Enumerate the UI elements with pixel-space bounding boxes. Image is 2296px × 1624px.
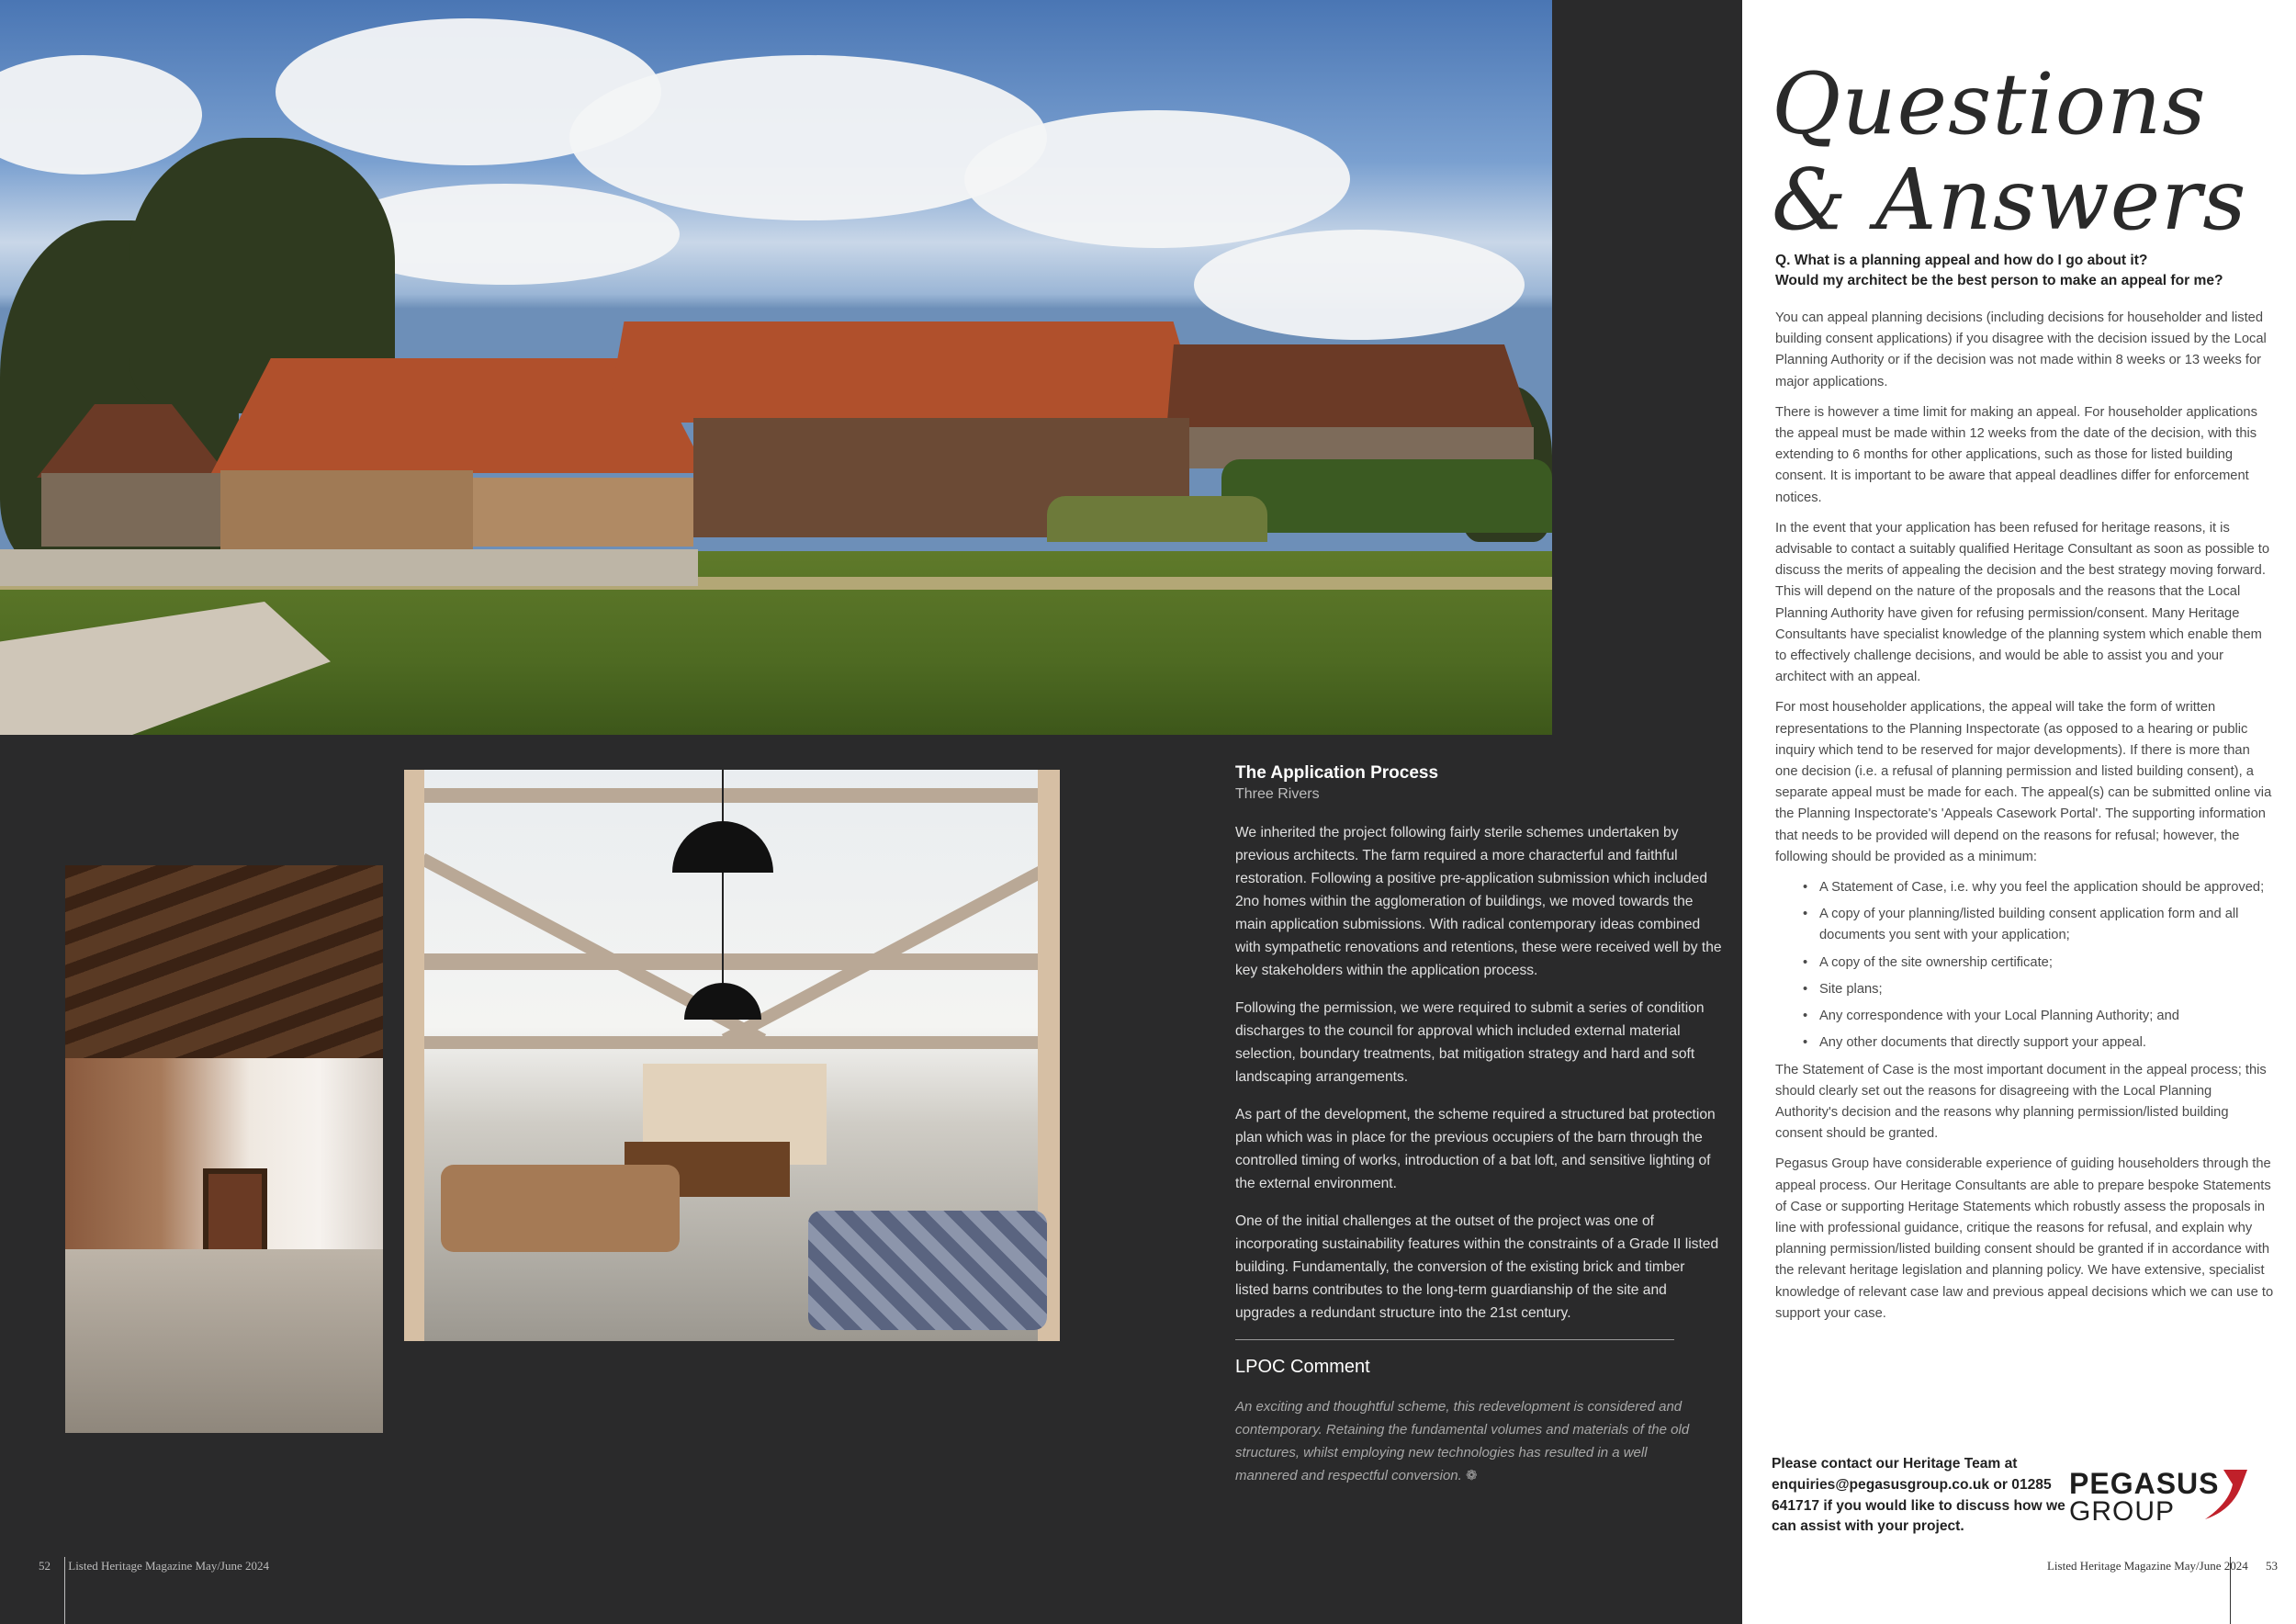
qa-question bbox=[1775, 251, 2290, 291]
contact-text: Please contact our Heritage Team at enquiries@pegasusgroup.co.uk or 01285 641717 if you would like to discuss how we can assist with your project. bbox=[1772, 1456, 2065, 1535]
living-room-interior-photo bbox=[404, 770, 1060, 1341]
qa-question-line1: Q. What is a planning appeal and how do I go about it? bbox=[1775, 253, 2148, 268]
magazine-title: Listed Heritage Magazine May/June 2024 bbox=[68, 1559, 270, 1573]
qa-heading-line2: & Answers bbox=[1772, 151, 2247, 249]
logo-text-line1: PEGASUS bbox=[2069, 1467, 2220, 1500]
lpoc-quote bbox=[1235, 1395, 1694, 1487]
answer-paragraph: Pegasus Group have considerable experience of guiding householders through the appeal process. Our Heritage Consultants are able to prepare bespoke Statements of Case or supporting Heritage Statements which robustly assess the proposals in line with professional guidance, critique the reasons for refusal, and explain why planning permission/listed building consent should be granted if in accordance with the relevant heritage legislation and planning policy. We have extensive, specialist knowledge of relevant case law and previous appeal decisions which we can use to support your case. bbox=[1775, 1156, 2274, 1321]
answer-paragraph: There is however a time limit for making an appeal. For householder applications the appeal must be made within 12 weeks from the date of the decision, with this extending to 6 months for other applications, such as those for listed building consent. It is important to be aware that appeal deadlines differ for enforcement notices. bbox=[1775, 404, 2257, 505]
article-title: The Application Process bbox=[1235, 763, 1439, 783]
end-mark-icon: ❁ bbox=[1465, 1468, 1478, 1483]
list-item: • A copy of the site ownership certificate; bbox=[1803, 953, 2276, 974]
magazine-title: Listed Heritage Magazine May/June 2024 bbox=[2046, 1559, 2248, 1573]
page-number: 53 bbox=[2266, 1559, 2278, 1573]
answer-paragraph: In the event that your application has been refused for heritage reasons, it is advisable to contact a suitably qualified Heritage Consultant as soon as possible to discuss the merits of appealing the decision and the best strategy moving forward. This will depend on the nature of the proposals and the reasons that the Local Planning Authority have given for refusing permission/consent. Many Heritage Consultants have specialist knowledge of the planning system which enable them to effectively challenge decisions, and would be able to assist you and your architect with an appeal. bbox=[1775, 520, 2270, 685]
minimum-documents-list bbox=[1803, 877, 2276, 1054]
article-paragraph: We inherited the project following fairly sterile schemes undertaken by previous architects. The farm required a more characterful and faithful restoration. Following a positive pre-application submission which included 2no homes within the agglomeration of buildings, we moved towards the main application submissions. With radical contemporary ideas combined with sympathetic renovations and retentions, these were received well by the key stakeholders within the application process. bbox=[1235, 825, 1722, 978]
folio-left bbox=[39, 1559, 269, 1573]
lpoc-quote-text: An exciting and thoughtful scheme, this redevelopment is considered and contemporary. Retaining the fundamental volumes and materials of the old structures, whilst employing new technologies has resulted in a well mannered and respectful conversion. bbox=[1235, 1399, 1690, 1483]
section-divider bbox=[1235, 1339, 1674, 1340]
article-paragraph: As part of the development, the scheme required a structured bat protection plan which was in place for the previous occupiers of the barn through the controlled timing of works, introduction of a bat loft, and sensitive lighting of the external environment. bbox=[1235, 1107, 1716, 1191]
qa-heading bbox=[1772, 57, 2246, 248]
qa-answer-body bbox=[1775, 308, 2276, 1334]
list-item: • Site plans; bbox=[1803, 979, 2276, 1000]
pegasus-group-logo bbox=[2069, 1468, 2253, 1532]
qa-heading-line1: Questions bbox=[1772, 55, 2207, 153]
list-item: • A Statement of Case, i.e. why you feel the application should be approved; bbox=[1803, 877, 2276, 898]
answer-paragraph: The Statement of Case is the most important document in the appeal process; this should clearly set out the reasons for disagreeing with the Local Planning Authority's decision and the reasons why planning permission/listed building consent should be granted. bbox=[1775, 1062, 2267, 1142]
answer-paragraph: You can appeal planning decisions (including decisions for householder and listed building consent applications) if you disagree with the decision issued by the Local Planning Authority or if the decision was not made within 8 weeks or 13 weeks for major applications. bbox=[1775, 310, 2267, 389]
barn-exterior-photo bbox=[0, 0, 1552, 735]
answer-paragraph: For most householder applications, the appeal will take the form of written representations to the Planning Inspectorate (as opposed to a hearing or public inquiry which tend to be reserved for major developments). If there is more than one decision (i.e. a refusal of planning permission and listed building consent), a separate appeal must be made for each. The appeal(s) can be submitted online via the Planning Inspectorate's 'Appeals Casework Portal'. The supporting information that needs to be provided will depend on the reasons for refusal; however, the following should be provided as a minimum: bbox=[1775, 700, 2272, 864]
application-process-article bbox=[1235, 762, 1722, 1487]
list-item: • Any correspondence with your Local Planning Authority; and bbox=[1803, 1006, 2276, 1027]
article-paragraph: Following the permission, we were required to submit a series of condition discharges to the council for approval which included external material selection, boundary treatments, bat mitigation strategy and hard and soft landscaping arrangements. bbox=[1235, 1000, 1705, 1085]
article-paragraph: One of the initial challenges at the outset of the project was one of incorporating sustainability features within the constraints of a Grade II listed building. Fundamentally, the conversion of the existing brick and timber listed barns contributes to the long-term guardianship of the site and upgrades a redundant structure into the 21st century. bbox=[1235, 1213, 1719, 1321]
logo-text-line2: GROUP bbox=[2069, 1496, 2176, 1527]
folio-right bbox=[2047, 1559, 2278, 1573]
page-number: 52 bbox=[39, 1559, 51, 1573]
right-page bbox=[1742, 0, 2296, 1624]
list-item: • Any other documents that directly support your appeal. bbox=[1803, 1032, 2276, 1054]
article-location: Three Rivers bbox=[1235, 786, 1320, 802]
list-item: • A copy of your planning/listed building consent application form and all documents you sent with your application; bbox=[1803, 904, 2276, 946]
qa-question-line2: Would my architect be the best person to make an appeal for me? bbox=[1775, 273, 2223, 288]
lpoc-heading: LPOC Comment bbox=[1235, 1357, 1370, 1377]
corridor-interior-photo bbox=[65, 865, 383, 1433]
logo-swoosh-icon bbox=[2205, 1470, 2247, 1519]
